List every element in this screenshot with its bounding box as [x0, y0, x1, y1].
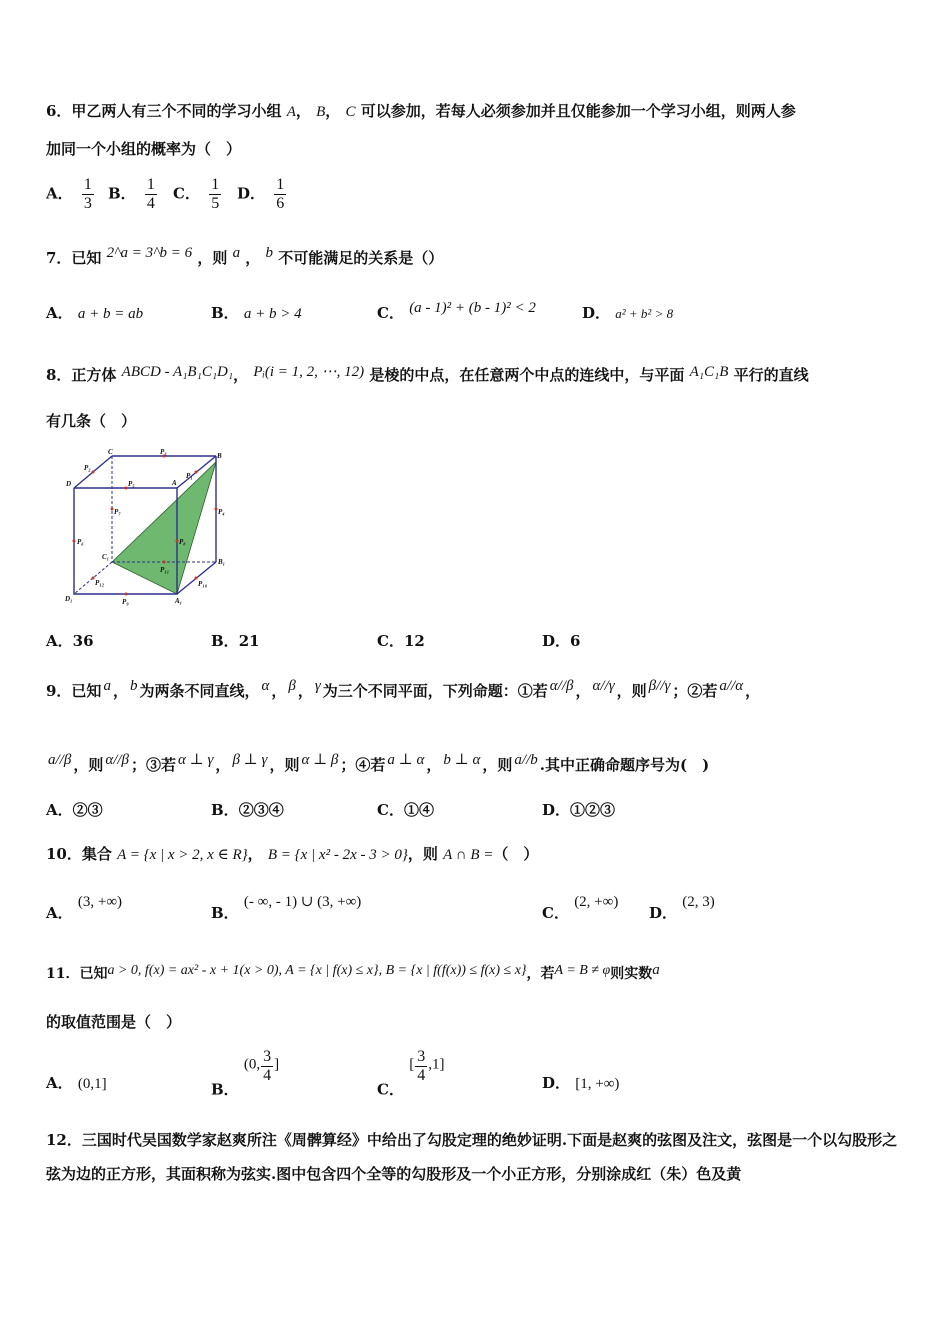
q9-line2-seg-8: α ⊥ β — [301, 752, 339, 768]
q8-label-p4: P₄ — [218, 508, 225, 516]
q9-line1-seg-6: β — [288, 678, 296, 694]
q8-option-d-value: 6 — [570, 632, 581, 650]
q9-line2-seg-14: a//b — [514, 752, 538, 768]
q7-prefix: 7．已知 — [46, 249, 102, 267]
q6-option-d[interactable] — [237, 176, 290, 213]
q9-line1-seg-10: α//β — [549, 678, 574, 694]
q7-sep: ， — [245, 249, 261, 267]
q8-point-p1 — [195, 471, 198, 474]
q6-text-b: 可以参加，若每人必须参加并且仅能参加一个学习小组，则两人参 — [360, 102, 796, 120]
q8-label-a1: A₁ — [175, 597, 183, 605]
q9-option-a-value: ②③ — [72, 801, 103, 819]
q9-line1-seg-17: ， — [745, 682, 761, 700]
q9-line1-seg-3: 为两条不同直线， — [139, 682, 260, 700]
q6-option-c[interactable] — [173, 176, 225, 213]
q6-option-c-label: C． — [173, 184, 200, 203]
q8-option-b-label: B． — [211, 632, 239, 650]
q6-var-b: B — [316, 104, 326, 120]
q7-option-b[interactable] — [211, 302, 302, 323]
q9-line1-seg-15: ；②若 — [672, 682, 718, 700]
q8-label-b: B — [217, 452, 222, 460]
q8-point-p11 — [163, 561, 166, 564]
q8-label-p1: P₁ — [186, 472, 193, 480]
q10-option-a-label: A． — [46, 904, 73, 922]
q11-option-c-label: C． — [377, 1080, 404, 1099]
q11-option-c-post: ,1] — [428, 1056, 445, 1073]
q9-line1-seg-12: α//γ — [592, 678, 615, 694]
q9-line2-seg-1: ，则 — [73, 756, 104, 774]
q9-line1-seg-8: γ — [314, 678, 321, 694]
q11-var: a — [652, 962, 660, 978]
q10-line — [46, 844, 538, 865]
q8-label-d1: D₁ — [65, 595, 73, 603]
q8-cube: ABCD - A₁B₁C₁D₁ — [121, 364, 234, 380]
q6-option-a-fraction: $\frac{1}{3}$ — [83, 176, 92, 212]
q8-label-p7: P₇ — [114, 508, 121, 516]
q9-prefix: 9．已知 — [46, 682, 102, 700]
q6-option-b-fraction: $\frac{1}{4}$ — [146, 176, 155, 212]
q10-option-d[interactable] — [649, 892, 715, 923]
q11-option-b-fraction: $\frac{3}{4}$ — [263, 1048, 272, 1084]
q6-var-c: C — [345, 104, 356, 120]
q10-mid: ，则 — [407, 845, 438, 863]
q9-line1-seg-4: α — [261, 678, 270, 694]
q7-mid: ，则 — [197, 249, 228, 267]
q10-option-c-value: (2, +∞) — [574, 894, 619, 910]
q8-text-b: 是棱的中点，在任意两个中点的连线中，与平面 — [369, 366, 685, 384]
q10-option-a[interactable] — [46, 892, 122, 923]
q9-line2-seg-13: ，则 — [482, 756, 513, 774]
q7-option-a-label: A． — [46, 304, 73, 322]
q7-option-b-label: B． — [211, 304, 239, 322]
q8-option-c[interactable] — [377, 630, 425, 651]
q9-option-c[interactable] — [377, 799, 434, 820]
q11-option-b-post: ] — [274, 1056, 280, 1073]
q8-label-p5: P₅ — [128, 480, 135, 488]
q9-line1-seg-14: β//γ — [648, 678, 671, 694]
q6-var-a: A — [286, 104, 296, 120]
q11-option-a-value: (0,1] — [77, 1076, 107, 1092]
q11-formula: a > 0, f(x) = ax² - x + 1(x > 0), A = {x | f(x) ≤ x}, B = {x | f(f(x)) ≤ f(x) ≤ x} — [107, 963, 527, 978]
q6-option-a-label: A． — [46, 184, 73, 203]
q6-option-a[interactable] — [46, 176, 98, 213]
q10-set-b: B = {x | x² - 2x - 3 > 0} — [267, 847, 408, 863]
q10-option-c-label: C． — [542, 904, 569, 922]
q9-option-a-label: A． — [46, 801, 73, 819]
q9-option-c-label: C． — [377, 801, 404, 819]
q9-line2-seg-11: ， — [426, 756, 442, 774]
q7-option-a[interactable] — [46, 302, 143, 323]
q9-line1-seg-9: 为三个不同平面，下列命题：①若 — [322, 682, 548, 700]
q11-line — [46, 960, 660, 984]
q8-label-p6: P₆ — [77, 538, 84, 546]
q10-option-d-label: D． — [649, 904, 678, 922]
q11-option-b[interactable] — [211, 1048, 279, 1100]
q8-text-c: 平行的直线 — [733, 366, 809, 384]
q9-option-c-value: ①④ — [403, 801, 434, 819]
q9-line2-seg-2: α//β — [105, 752, 130, 768]
q9-line1-seg-2: b — [129, 678, 138, 694]
q7-option-d[interactable] — [582, 302, 673, 323]
q11-option-b-pre: (0, — [243, 1056, 261, 1073]
q8-option-d[interactable] — [542, 630, 580, 651]
q8-line-1: 8．正方体 ABCD - A₁B₁C₁D₁， Pᵢ(i = 1, 2, ⋯, 12) 是棱的中点，在任意两个中点的连线中，与平面 A₁C₁B 平行的直线 — [46, 364, 809, 384]
q6-text-a: 6．甲乙两人有三个不同的学习小组 — [46, 102, 282, 120]
q11-option-c-fraction: $\frac{3}{4}$ — [417, 1048, 426, 1084]
q8-label-p11: P₁₁ — [160, 566, 170, 574]
q9-line2-seg-4: α ⊥ γ — [178, 752, 214, 768]
q10-set-a: A = {x | x > 2, x ∈ R} — [117, 847, 248, 863]
q10-expr: A ∩ B = — [443, 847, 494, 863]
q8-label-b1: B₁ — [218, 558, 226, 566]
q9-line2-seg-0: a//β — [48, 752, 72, 768]
q8-label-p10: P₁₀ — [198, 580, 208, 588]
q11-option-a[interactable] — [46, 1072, 107, 1093]
q9-line1-seg-5: ， — [271, 682, 287, 700]
q9-option-b-value: ②③④ — [238, 801, 284, 819]
q9-line1-seg-13: ，则 — [616, 682, 647, 700]
q9-line2-seg-5: ， — [215, 756, 231, 774]
q11-prefix: 11．已知 — [46, 966, 108, 982]
q9-line2-seg-12: b ⊥ α — [443, 752, 481, 768]
q8-plane: A₁C₁B — [689, 364, 729, 380]
q8-points: Pᵢ(i = 1, 2, ⋯, 12) — [253, 364, 365, 380]
q9-line2-seg-3: ；③若 — [131, 756, 177, 774]
q9-line-2-content — [46, 752, 710, 774]
q9-option-d-value: ①②③ — [570, 801, 616, 819]
q11-option-d-value: [1, +∞) — [575, 1076, 620, 1092]
q10-option-d-value: (2, 3) — [682, 894, 715, 910]
q8-cube-figure — [62, 448, 242, 610]
q8-option-b[interactable] — [211, 630, 260, 651]
q7-formula: 2^a = 3^b = 6 — [106, 245, 193, 261]
q8-option-a[interactable] — [46, 630, 94, 651]
q9-option-b-label: B． — [211, 801, 239, 819]
q8-label-p12: P₁₂ — [95, 579, 105, 587]
q8-label-p9: P₉ — [122, 598, 129, 606]
q10-option-a-value: (3, +∞) — [77, 894, 123, 910]
q9-line1-seg-16: a//α — [719, 678, 744, 694]
q9-line2-seg-9: ；④若 — [340, 756, 386, 774]
q10-option-c[interactable] — [542, 892, 618, 923]
q9-option-d[interactable] — [542, 799, 615, 820]
q8-label-p3: P₃ — [160, 448, 167, 456]
q8-label-p8: P₈ — [179, 538, 186, 546]
q11-suffix: 则实数 — [610, 966, 653, 982]
q9-line2-seg-7: ，则 — [269, 756, 300, 774]
q9-line2-seg-10: a ⊥ α — [387, 752, 425, 768]
q7-option-a-expr: a + b = ab — [77, 306, 144, 322]
q7-option-c[interactable] — [377, 300, 536, 323]
q9-option-d-label: D． — [542, 801, 571, 819]
q8-option-c-label: C． — [377, 632, 404, 650]
q8-option-d-label: D． — [542, 632, 571, 650]
q11-mid: ，若 — [526, 966, 555, 982]
q11-text-b: 的取值范围是（ ） — [46, 1013, 182, 1031]
q8-option-b-value: 21 — [238, 632, 260, 650]
q12-text: 12．三国时代吴国数学家赵爽所注《周髀算经》中给出了勾股定理的绝妙证明.下面是赵爽的弦图及注文，弦图是一个以勾股形之弦为边的正方形，其面积称为弦实.图中包含四个全等的勾股形及一个小正方形，分别涂成红（朱）色及黄 — [46, 1131, 898, 1183]
q8-point-p9 — [125, 593, 128, 596]
q8-prefix: 8．正方体 — [46, 366, 117, 384]
q7-option-b-expr: a + b > 4 — [243, 306, 302, 322]
q7-var-b: b — [265, 245, 274, 261]
q9-line2-seg-15: .其中正确命题序号为( ) — [539, 756, 710, 774]
q10-option-b-label: B． — [211, 904, 239, 922]
q9-line-2 — [46, 750, 709, 775]
q11-cond: A = B ≠ φ — [554, 963, 611, 978]
q8-label-c1: C₁ — [102, 553, 110, 561]
q8-text-d: 有几条（ ） — [46, 412, 137, 430]
q8-option-c-value: 12 — [403, 632, 425, 650]
q9-line2-seg-6: β ⊥ γ — [232, 752, 268, 768]
q10-option-b[interactable] — [211, 892, 361, 923]
q7-option-c-expr: (a - 1)² + (b - 1)² < 2 — [409, 300, 536, 316]
q6-line-1: 6．甲乙两人有三个不同的学习小组 A， B， C 可以参加，若每人必须参加并且仅能参加一个学习小组，则两人参 — [46, 102, 796, 120]
q10-prefix: 10．集合 — [46, 845, 112, 863]
q6-option-d-label: D． — [237, 184, 266, 203]
q9-line1-seg-11: ， — [575, 682, 591, 700]
q11-option-b-label: B． — [211, 1080, 239, 1099]
q9-line1-seg-1: ， — [112, 682, 128, 700]
q8-label-c: C — [108, 448, 113, 456]
q8-option-a-value: 36 — [72, 632, 94, 650]
q8-label-a: A — [172, 479, 177, 487]
q7-line — [46, 243, 443, 268]
q9-line-1-content — [101, 678, 761, 700]
q9-line1-seg-7: ， — [297, 682, 313, 700]
q11-option-d[interactable] — [542, 1072, 619, 1093]
q10-suffix: （ ） — [493, 845, 539, 863]
q7-suffix: 不可能满足的关系是（） — [278, 249, 444, 267]
q8-option-a-label: A． — [46, 632, 73, 650]
q10-sep: ， — [247, 845, 263, 863]
q7-option-d-label: D． — [582, 304, 611, 322]
q6-option-b[interactable] — [108, 176, 161, 213]
q11-option-d-label: D． — [542, 1074, 571, 1092]
q11-option-c-pre: [ — [409, 1056, 415, 1073]
q8-point-p2 — [92, 471, 95, 474]
q7-var-a: a — [232, 245, 241, 261]
q8-label-d: D — [66, 480, 72, 488]
q6-text-c: 加同一个小组的概率为（ ） — [46, 140, 242, 158]
q11-option-a-label: A． — [46, 1074, 73, 1092]
q6-option-b-label: B． — [108, 184, 136, 203]
q8-label-p2: P₂ — [84, 464, 91, 472]
q7-option-d-expr: a² + b² > 8 — [615, 306, 674, 321]
q6-option-d-fraction: $\frac{1}{6}$ — [276, 176, 285, 212]
q9-option-b[interactable] — [211, 799, 284, 820]
q9-option-a[interactable] — [46, 799, 103, 820]
q9-line1-seg-0: a — [103, 678, 111, 694]
q6-option-c-fraction: $\frac{1}{5}$ — [211, 176, 220, 212]
q10-option-b-value: (- ∞, - 1) ∪ (3, +∞) — [243, 894, 362, 910]
q9-line-1 — [46, 676, 760, 701]
q8-point-p6 — [73, 540, 76, 543]
q11-option-c[interactable] — [377, 1048, 444, 1100]
q7-option-c-label: C． — [377, 304, 404, 322]
